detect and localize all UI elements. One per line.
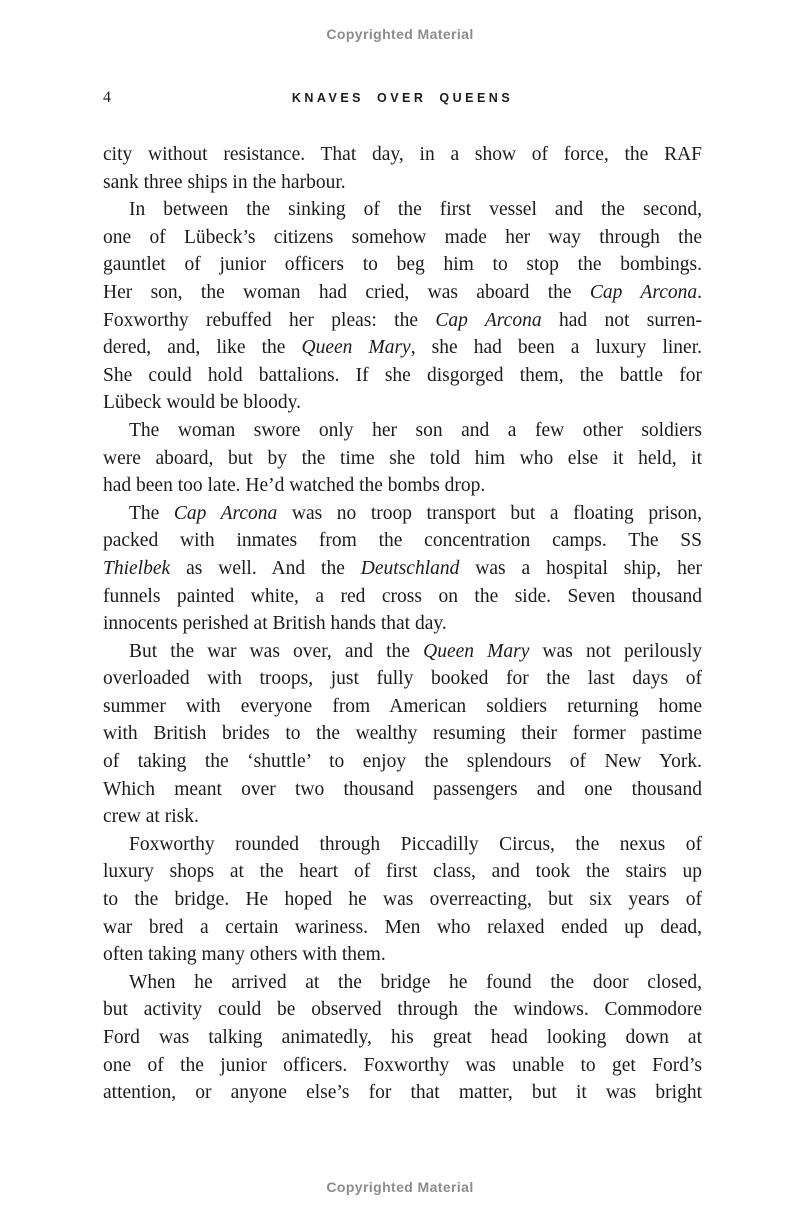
body-text-segment: but activity could be observed through the windows. Commodore (103, 999, 702, 1021)
body-line (103, 638, 702, 666)
body-line (103, 776, 702, 804)
body-text-segment: attention, or anyone else’s for that matter, but it was bright (103, 1082, 702, 1104)
body-text-segment: had been too late. He’d watched the bombs drop. (103, 475, 486, 497)
body-text-segment: Her son, the woman had cried, was aboard the (103, 281, 590, 303)
body-text-segment: Lübeck would be bloody. (103, 392, 302, 414)
body-text-segment: were aboard, but by the time she told him who else it held, it (103, 447, 702, 469)
body-line (103, 389, 702, 417)
body-text-segment: She could hold battalions. If she disgorged them, the battle for (103, 364, 702, 386)
page-number: 4 (103, 89, 111, 106)
italic-ship-name: Deutschland (360, 557, 460, 579)
body-line (103, 334, 702, 362)
body-line (103, 748, 702, 776)
body-text-segment: innocents perished at British hands that day. (103, 613, 447, 635)
bottom-copyright-notice: Copyrighted Material (326, 1179, 474, 1195)
body-line (103, 279, 702, 307)
italic-ship-name: Queen Mary (301, 337, 411, 359)
body-text-segment: was no troop transport but a floating prison, (277, 502, 702, 524)
body-text-segment: often taking many others with them. (103, 944, 386, 966)
body-text-segment: In between the sinking of the first vessel and the second, (129, 199, 702, 221)
body-line (103, 610, 702, 638)
body-line (103, 1079, 702, 1107)
body-line (103, 251, 702, 279)
running-header-title: KNAVES OVER QUEENS (291, 91, 514, 105)
body-text-segment: packed with inmates from the concentration camps. The SS (103, 530, 702, 552)
body-text-segment: The (129, 502, 174, 524)
paragraph (103, 417, 702, 500)
body-line (103, 527, 702, 555)
body-text-segment: as well. And the (170, 557, 361, 579)
body-line (103, 141, 702, 169)
body-line (103, 886, 702, 914)
body-line (103, 417, 702, 445)
body-text-segment: gauntlet of junior officers to beg him to stop the bombings. (103, 254, 702, 276)
paragraph (103, 141, 702, 196)
body-text-segment: to the bridge. He hoped he was overreacting, but six years of (103, 889, 702, 911)
body-text-segment: Foxworthy rebuffed her pleas: the (103, 309, 436, 331)
body-text-segment: When he arrived at the bridge he found the door closed, (129, 971, 702, 993)
body-line (103, 583, 702, 611)
body-text-segment: sank three ships in the harbour. (103, 171, 346, 193)
italic-ship-name: Cap Arcona (589, 281, 698, 303)
paragraph (103, 969, 702, 1107)
italic-ship-name: Queen Mary (423, 640, 530, 662)
body-line (103, 224, 702, 252)
body-text-segment: with British brides to the wealthy resuming their former pastime (103, 723, 702, 745)
body-text-segment: was a hospital ship, her (459, 557, 702, 579)
body-line (103, 720, 702, 748)
body-text (103, 141, 702, 1107)
body-line (103, 362, 702, 390)
paragraph (103, 638, 702, 831)
body-text-segment: Foxworthy rounded through Piccadilly Circus, the nexus of (129, 833, 702, 855)
paragraph (103, 196, 702, 417)
paragraph (103, 831, 702, 969)
body-line (103, 472, 702, 500)
body-line (103, 196, 702, 224)
body-text-segment: was not perilously (529, 640, 702, 662)
body-text-segment: of taking the ‘shuttle’ to enjoy the splendours of New York. (103, 751, 702, 773)
body-line (103, 445, 702, 473)
body-text-segment: crew at risk. (103, 806, 199, 828)
body-text-segment: one of the junior officers. Foxworthy was unable to get Ford’s (103, 1054, 702, 1076)
body-text-segment: city without resistance. That day, in a show of force, the RAF (103, 144, 702, 165)
body-text-segment: Which meant over two thousand passengers and one thousand (103, 778, 702, 800)
body-line (103, 1024, 702, 1052)
body-text-segment: luxury shops at the heart of first class, and took the stairs up (103, 861, 702, 883)
body-line (103, 831, 702, 859)
body-line (103, 996, 702, 1024)
body-line (103, 555, 702, 583)
italic-ship-name: Cap Arcona (435, 309, 542, 331)
body-text-segment: dered, and, like the (103, 337, 302, 359)
body-line (103, 803, 702, 831)
body-text-segment: But the war was over, and the (129, 640, 424, 662)
body-text-segment: funnels painted white, a red cross on the side. Seven thousand (103, 585, 702, 607)
body-line (103, 914, 702, 942)
body-text-segment: summer with everyone from American soldiers returning home (103, 695, 702, 717)
body-line (103, 307, 702, 335)
paragraph (103, 500, 702, 638)
body-text-segment: one of Lübeck’s citizens somehow made her way through the (103, 226, 702, 248)
body-text-segment: Ford was talking animatedly, his great head looking down at (103, 1027, 702, 1048)
body-text-segment: , she had been a luxury liner. (410, 337, 702, 359)
italic-ship-name: Thielbek (103, 557, 171, 579)
body-text-segment: had not surren- (541, 309, 702, 331)
body-line (103, 941, 702, 969)
top-copyright-notice: Copyrighted Material (326, 26, 474, 42)
body-line (103, 169, 702, 197)
body-text-segment: overloaded with troops, just fully booked for the last days of (103, 668, 702, 690)
body-text-segment: The woman swore only her son and a few other soldiers (129, 419, 702, 441)
running-header (103, 89, 702, 107)
italic-ship-name: Cap Arcona (173, 502, 278, 524)
body-line (103, 665, 702, 693)
body-line (103, 693, 702, 721)
body-line (103, 500, 702, 528)
body-line (103, 969, 702, 997)
body-line (103, 1052, 702, 1080)
body-text-segment: war bred a certain wariness. Men who relaxed ended up dead, (103, 916, 702, 938)
body-text-segment: . (697, 281, 702, 303)
body-line (103, 858, 702, 886)
